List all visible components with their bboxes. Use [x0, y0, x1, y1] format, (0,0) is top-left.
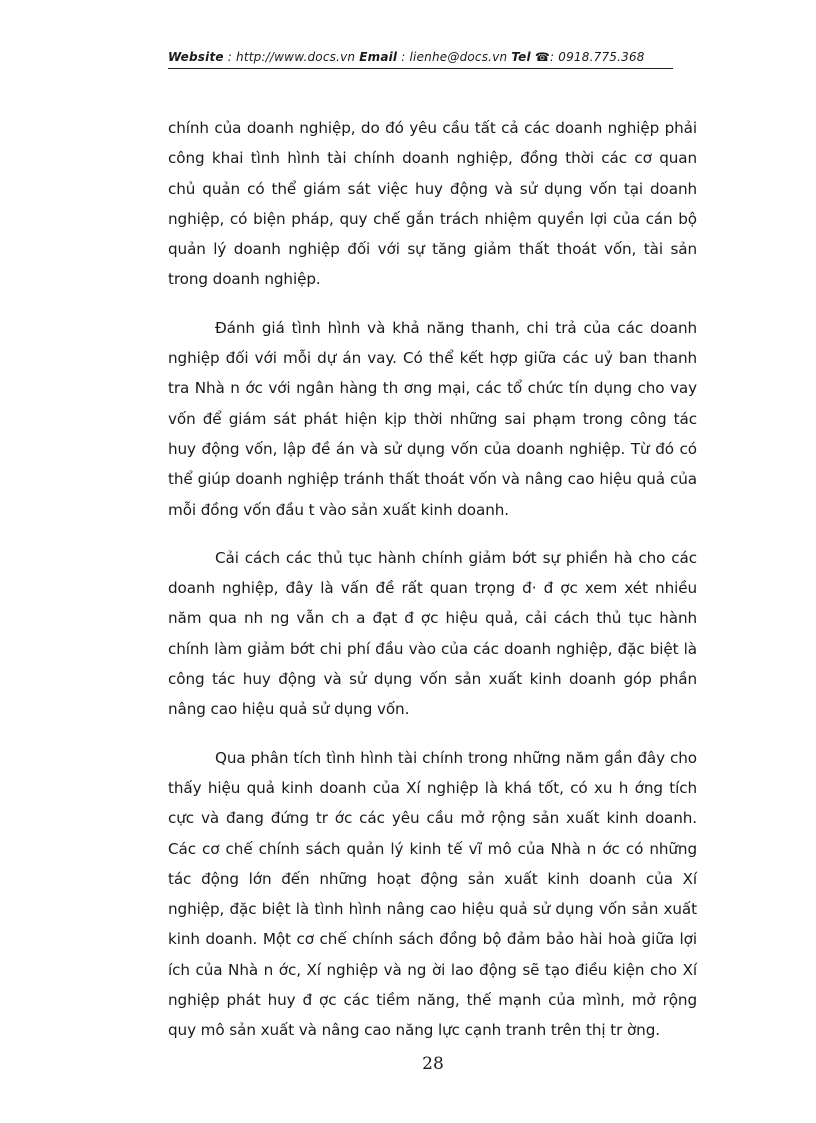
email-value: : lienhe@docs.vn — [401, 50, 508, 64]
tel-label: Tel — [511, 50, 531, 64]
page-header — [168, 50, 673, 69]
tel-value: : 0918.775.368 — [550, 50, 645, 64]
paragraph-3: Cải cách các thủ tục hành chính giảm bớt sự phiền hà cho các doanh nghiệp, đây là vấn đề rất quan trọng đ· đ ợc xem xét nhiều năm qua nh ng vẫn ch a đạt đ ợc hiệu quả, cải cách thủ tục hành chính làm giảm bớt chi phí đầu vào của các doanh nghiệp, đặc biệt là công tác huy động và sử dụng vốn sản xuất kinh doanh góp phần nâng cao hiệu quả sử dụng vốn. — [168, 548, 697, 719]
page-number: 28 — [422, 1054, 444, 1074]
paragraph-1: chính của doanh nghiệp, do đó yêu cầu tất cả các doanh nghiệp phải công khai tình hình tài chính doanh nghiệp, đồng thời các cơ quan chủ quản có thể giám sát việc huy động và sử dụng vốn tại doanh nghiệp, có biện pháp, quy chế gắn trách nhiệm quyền lợi của cán bộ quản lý doanh nghiệp đối với sự tăng giảm thất thoát vốn, tài sản trong doanh nghiệp. — [168, 119, 697, 289]
page-body — [168, 113, 697, 1064]
phone-icon: ☎ — [534, 50, 550, 64]
paragraph-2: Đánh giá tình hình và khả năng thanh, chi trả của các doanh nghiệp đối với mỗi dự án vay. Có thể kết hợp giữa các uỷ ban thanh tra Nhà n ớc với ngân hàng th ơng mại, các tổ chức tín dụng cho vay vốn để giám sát phát hiện kịp thời những sai phạm trong công tác huy động vốn, lập đề án và sử dụng vốn của doanh nghiệp. Từ đó có thể giúp doanh nghiệp tránh thất thoát vốn và nâng cao hiệu quả của mỗi đồng vốn đầu t vào sản xuất kinh doanh. — [168, 318, 697, 519]
website-label: Website — [168, 50, 224, 64]
website-value: : http://www.docs.vn — [227, 50, 356, 64]
paragraph-4: Qua phân tích tình hình tài chính trong những năm gần đây cho thấy hiệu quả kinh doanh của Xí nghiệp là khá tốt, có xu h ớng tích cực và đang đứng tr ớc các yêu cầu mở rộng sản xuất kinh doanh. Các cơ chế chính sách quản lý kinh tế vĩ mô của Nhà n ớc có những tác động lớn đến những hoạt động sản xuất kinh doanh của Xí nghiệp, đặc biệt là tình hình nâng cao hiệu quả sử dụng vốn sản xuất kinh doanh. Một cơ chế chính sách đồng bộ đảm bảo hài hoà giữa lợi ích của Nhà n ớc, Xí nghiệp và ng ời lao động sẽ tạo điều kiện cho Xí nghiệp phát huy đ ợc các tiềm năng, thế mạnh của mình, mở rộng quy mô sản xuất và nâng cao năng lực cạnh tranh trên thị tr ờng. — [168, 748, 697, 1040]
email-label: Email — [359, 50, 398, 64]
